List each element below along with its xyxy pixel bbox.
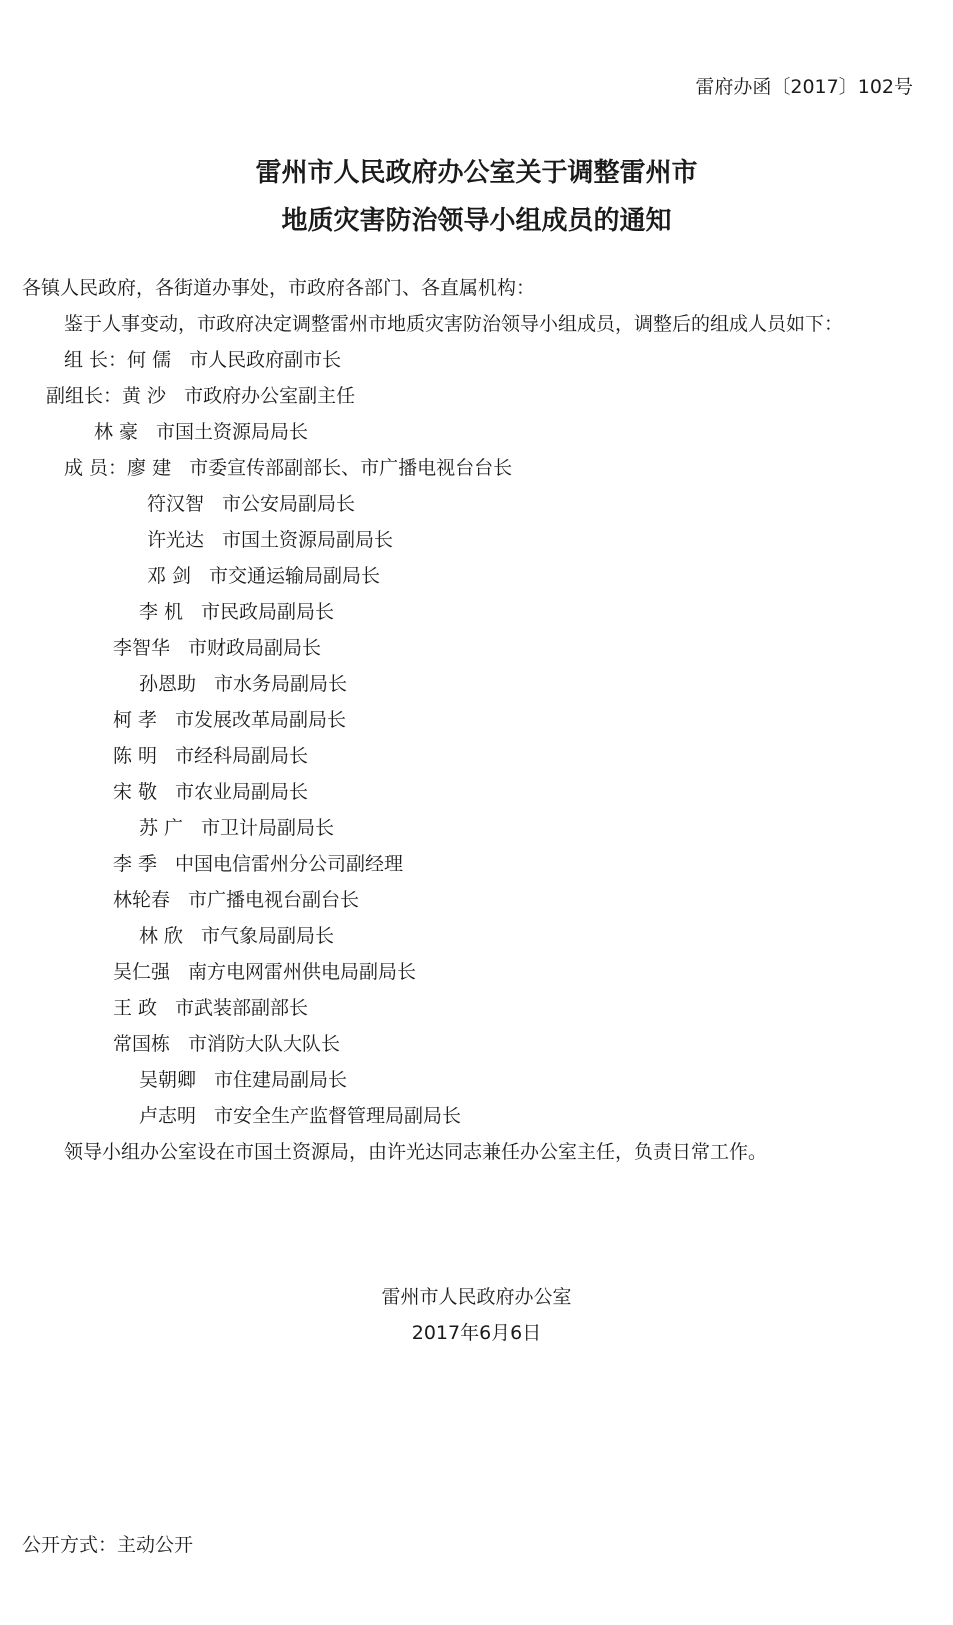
- member-position: 市公安局副局长: [222, 493, 356, 515]
- member-name: 宋 敬: [113, 781, 158, 803]
- member-row: [113, 639, 321, 658]
- member-role: 组 长：: [64, 349, 128, 371]
- member-position: 市气象局副局长: [201, 925, 335, 947]
- document-title-line-1: 雷州市人民政府办公室关于调整雷州市: [255, 158, 698, 188]
- member-name: 何 儒: [127, 349, 172, 371]
- member-row: [64, 459, 512, 478]
- member-row: [113, 855, 403, 874]
- member-position: 市财政局副局长: [188, 637, 322, 659]
- member-position: 市国土资源局副局长: [222, 529, 394, 551]
- member-position: 市发展改革局副局长: [175, 709, 347, 731]
- document-title-line-2: 地质灾害防治领导小组成员的通知: [281, 206, 672, 236]
- member-role: 副组长：: [46, 385, 123, 407]
- member-position: 市水务局副局长: [214, 673, 348, 695]
- member-position: 市人民政府副市长: [189, 349, 342, 371]
- member-name: 林轮春: [113, 889, 171, 911]
- member-name: 常国栋: [113, 1033, 171, 1055]
- member-position: 市国土资源局局长: [156, 421, 309, 443]
- member-row: [113, 1035, 340, 1054]
- member-position: 市武装部副部长: [175, 997, 309, 1019]
- intro-paragraph: 鉴于人事变动，市政府决定调整雷州市地质灾害防治领导小组成员，调整后的组成人员如下：: [64, 313, 844, 335]
- member-position: 市委宣传部副部长、市广播电视台台长: [189, 457, 513, 479]
- member-row: [113, 711, 346, 730]
- member-row: [147, 531, 393, 550]
- member-row: [113, 999, 308, 1018]
- member-position: 市交通运输局副局长: [209, 565, 381, 587]
- member-position: 市住建局副局长: [214, 1069, 348, 1091]
- member-row: [113, 747, 308, 766]
- member-row: [64, 351, 341, 370]
- member-position: 市广播电视台副台长: [188, 889, 360, 911]
- member-role: 成 员：: [64, 457, 128, 479]
- member-row: [113, 891, 359, 910]
- salutation: 各镇人民政府，各街道办事处，市政府各部门、各直属机构：: [22, 277, 536, 299]
- member-name: 柯 孝: [113, 709, 158, 731]
- member-name: 邓 剑: [147, 565, 192, 587]
- member-name: 黄 沙: [122, 385, 167, 407]
- closing-paragraph: 领导小组办公室设在市国土资源局，由许光达同志兼任办公室主任，负责日常工作。: [64, 1141, 768, 1163]
- member-name: 林 豪: [94, 421, 139, 443]
- member-position: 中国电信雷州分公司副经理: [175, 853, 404, 875]
- member-position: 市卫计局副局长: [201, 817, 335, 839]
- member-name: 吴朝卿: [139, 1069, 197, 1091]
- member-position: 市政府办公室副主任: [184, 385, 356, 407]
- member-name: 林 欣: [139, 925, 184, 947]
- member-position: 市安全生产监督管理局副局长: [214, 1105, 462, 1127]
- signature-org: 雷州市人民政府办公室: [381, 1286, 572, 1308]
- member-name: 吴仁强: [113, 961, 171, 983]
- member-name: 李 机: [139, 601, 184, 623]
- member-name: 李智华: [113, 637, 171, 659]
- document-number: 雷府办函〔2017〕102号: [695, 76, 913, 98]
- member-row: [113, 783, 308, 802]
- member-name: 许光达: [147, 529, 205, 551]
- member-position: 市经科局副局长: [175, 745, 309, 767]
- member-name: 卢志明: [139, 1105, 197, 1127]
- member-position: 市民政局副局长: [201, 601, 335, 623]
- member-name: 孙恩助: [139, 673, 197, 695]
- member-row: [139, 819, 334, 838]
- member-row: [46, 387, 355, 406]
- member-position: 南方电网雷州供电局副局长: [188, 961, 417, 983]
- member-name: 苏 广: [139, 817, 184, 839]
- member-row: [139, 675, 347, 694]
- member-name: 符汉智: [147, 493, 205, 515]
- member-name: 廖 建: [127, 457, 172, 479]
- member-name: 李 季: [113, 853, 158, 875]
- member-position: 市消防大队大队长: [188, 1033, 341, 1055]
- member-row: [113, 963, 416, 982]
- member-position: 市农业局副局长: [175, 781, 309, 803]
- member-name: 陈 明: [113, 745, 158, 767]
- member-row: [139, 603, 334, 622]
- disclosure-method: 公开方式：主动公开: [22, 1534, 194, 1556]
- member-row: [147, 495, 355, 514]
- member-row: [139, 927, 334, 946]
- member-row: [147, 567, 380, 586]
- member-row: [139, 1071, 347, 1090]
- member-row: [139, 1107, 461, 1126]
- member-row: [94, 423, 308, 442]
- signature-date: 2017年6月6日: [411, 1322, 542, 1344]
- member-name: 王 政: [113, 997, 158, 1019]
